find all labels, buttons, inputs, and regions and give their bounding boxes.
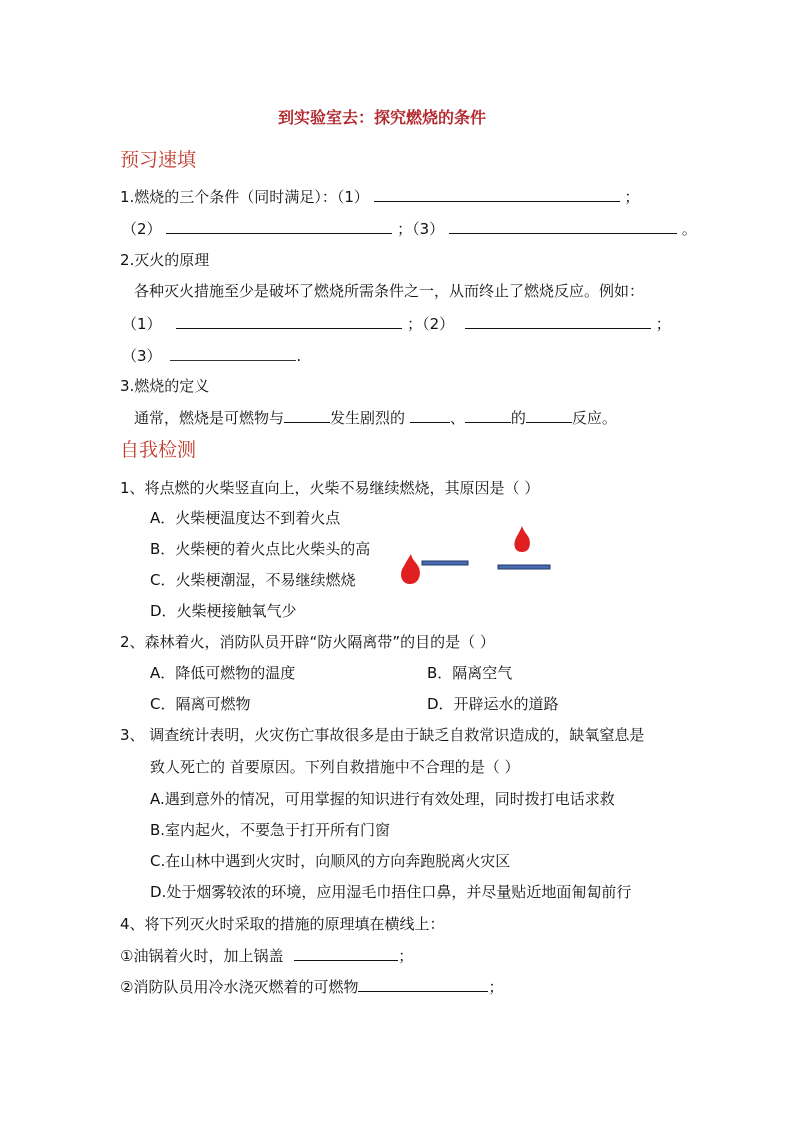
question-2-num-2: ；（2） [407,315,455,333]
question-1-punct: ； [624,188,640,206]
definition-part-4: 的 [510,409,526,427]
question-1-line-2 [122,218,697,239]
test-4-item-1-text: ①油锅着火时，加上锅盖 [120,947,284,965]
test-2-option-a[interactable]: A．降低可燃物的温度 [150,664,296,682]
test-2-option-c[interactable]: C．隔离可燃物 [150,695,251,713]
answer-blank-2-1[interactable] [176,313,402,329]
question-1-line-1 [120,186,639,207]
test-4-item-1 [120,945,413,966]
test-1-stem: 1、将点燃的火柴竖直向上，火柴不易继续燃烧，其原因是（ ） [120,479,540,497]
question-2-num-1: （1） [122,315,162,333]
question-2-end: . [296,347,302,365]
question-2-num-3: （3） [122,347,162,365]
question-2-line-examples [122,313,671,334]
question-1-end: 。 [681,220,697,238]
test-3-option-c[interactable]: C.在山林中遇到火灾时，向顺风的方向奔跑脱离火灾区 [150,852,511,870]
page-title: 到实验室去：探究燃烧的条件 [278,108,487,127]
definition-part-5: 反应。 [571,409,617,427]
test-1-option-d[interactable]: D．火柴梗接触氧气少 [150,602,297,620]
answer-blank-3-1[interactable] [284,407,330,423]
question-2-text: 各种灭火措施至少是破坏了燃烧所需条件之一，从而终止了燃烧反应。例如： [134,282,645,300]
answer-blank-1-1[interactable] [374,186,620,202]
question-3-definition [134,407,617,428]
test-1-option-a[interactable]: A．火柴梗温度达不到着火点 [150,509,341,527]
test-4-item-1-punct: ； [398,947,414,965]
answer-blank-3-3[interactable] [465,407,511,423]
test-3-option-b[interactable]: B.室内起火，不要急于打开所有门窗 [150,821,391,839]
answer-blank-3-4[interactable] [526,407,572,423]
test-2-stem: 2、森林着火，消防队员开辟“防火隔离带”的目的是（ ） [120,633,495,651]
answer-blank-2-2[interactable] [465,313,651,329]
question-1-num-2: （2） [122,220,162,238]
test-1-option-c[interactable]: C．火柴梗潮湿，不易继续燃烧 [150,571,356,589]
answer-blank-3-2[interactable] [410,407,450,423]
question-2-label: 2.灭火的原理 [120,251,210,269]
answer-blank-2-3[interactable] [170,345,296,361]
flame-horizontal-icon [401,554,420,584]
test-4-item-2-text: ②消防队员用冷水浇灭燃着的可燃物 [120,978,359,996]
answer-blank-4-2[interactable] [358,976,488,992]
test-4-stem: 4、将下列灭火时采取的措施的原理填在横线上： [120,915,445,933]
match-stick-base [498,565,550,569]
test-4-item-2 [120,976,503,997]
question-2-punct: ； [655,315,671,333]
test-3-stem-1: 3、 调查统计表明，火灾伤亡事故很多是由于缺乏自救常识造成的，缺氧窒息是 [120,726,645,744]
test-3-option-a[interactable]: A.遇到意外的情况，可用掌握的知识进行有效处理，同时拨打电话求救 [150,790,615,808]
test-2-option-b[interactable]: B．隔离空气 [427,664,513,682]
definition-part-3: 、 [449,409,465,427]
flame-vertical-icon [514,526,529,552]
section-heading-preview: 预习速填 [120,149,197,171]
match-stick-horizontal [422,561,468,565]
test-1-option-b[interactable]: B．火柴梗的着火点比火柴头的高 [150,540,371,558]
match-horizontal-figure [398,542,478,592]
question-3-label: 3.燃烧的定义 [120,377,210,395]
answer-blank-1-2[interactable] [166,218,392,234]
question-2-line-3 [122,345,301,366]
test-2-option-d[interactable]: D．开辟运水的道路 [427,695,559,713]
section-heading-self-test: 自我检测 [120,439,197,461]
answer-blank-1-3[interactable] [449,218,677,234]
test-4-item-2-punct: ； [488,978,504,996]
test-3-option-d[interactable]: D.处于烟雾较浓的环境，应用湿毛巾捂住口鼻，并尽量贴近地面匍匐前行 [150,883,632,901]
definition-part-2: 发生剧烈的 [330,409,406,427]
test-3-stem-2: 致人死亡的 首要原因。下列自救措施中不合理的是（ ） [150,758,520,776]
answer-blank-4-1[interactable] [294,945,398,961]
match-vertical-figure [492,520,562,580]
question-1-num-3: ；（3） [397,220,445,238]
definition-part-1: 通常，燃烧是可燃物与 [134,409,285,427]
question-1-label: 1.燃烧的三个条件（同时满足）：（1） [120,188,369,206]
